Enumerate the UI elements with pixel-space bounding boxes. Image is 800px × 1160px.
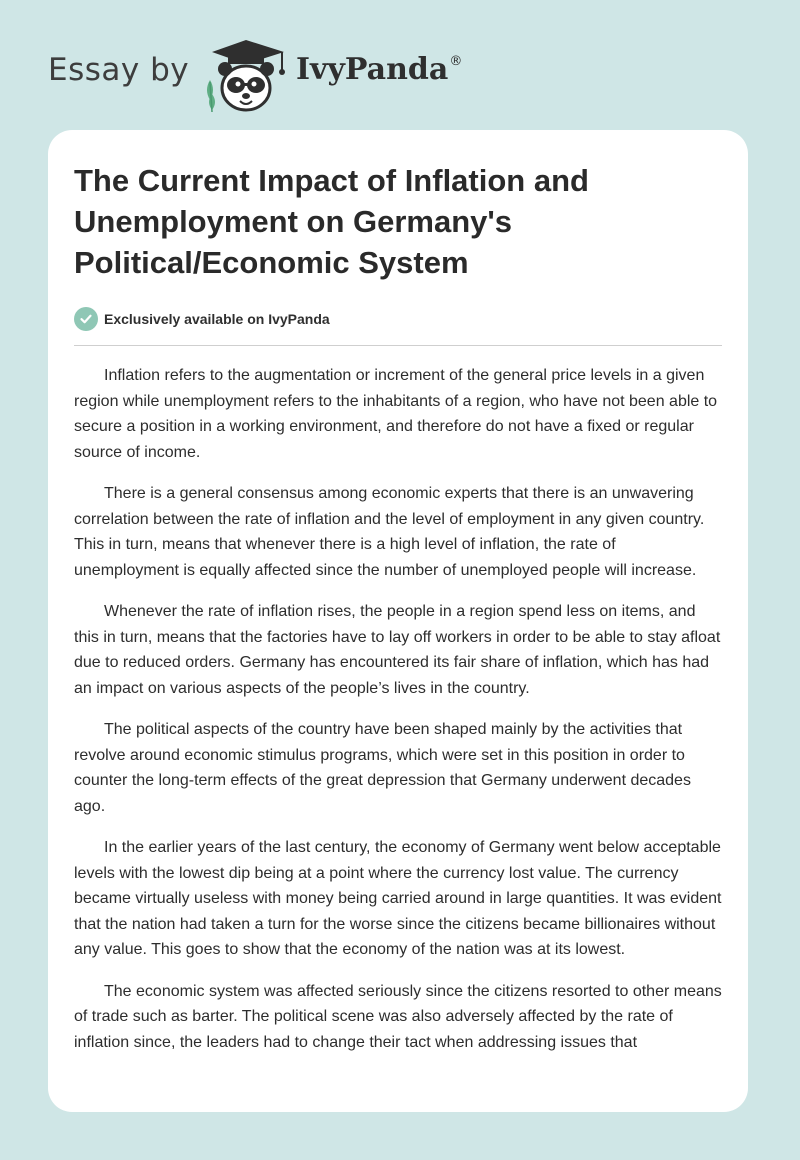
page-title: The Current Impact of Inflation and Unemployment on Germany's Political/Economic System <box>74 163 589 280</box>
paragraph: In the earlier years of the last century, the economy of Germany went below acceptable levels with the lowest dip being at a point where the currency lost value. The currency became virtually useless with money being carried around in large quantities. It was evident that the nation had taken a turn for the worse since the citizens became billionaires without any value. This goes to show that the economy of the nation was at its lowest. <box>74 839 722 958</box>
paragraph: The political aspects of the country have been shaped mainly by the activities that revolve around economic stimulus programs, which were set in this position in order to counter the long-term effects of the great depression that Germany underwent decades ago. <box>74 721 691 815</box>
brand-wordmark: IvyPanda <box>296 52 449 87</box>
check-icon <box>74 307 98 331</box>
essay-card <box>48 130 748 1112</box>
essay-by-label: Essay by <box>48 52 190 88</box>
paragraph: Whenever the rate of inflation rises, the people in a region spend less on items, and this in turn, means that the factories have to lay off workers in order to be able to stay afloat due to reduced orders. Germany has encountered its fair share of inflation, which has had an impact on various aspects of the people’s lives in the country. <box>74 603 721 697</box>
exclusive-badge <box>74 306 330 332</box>
registered-mark: ® <box>449 54 463 69</box>
paragraph: The economic system was affected seriously since the citizens resorted to other means of trade such as barter. The political scene was also adversely affected by the rate of inflation since, the leaders had to change their tact when addressing issues that <box>74 982 722 1051</box>
paragraph: There is a general consensus among economic experts that there is an unwavering correlation between the rate of inflation and the level of employment in any given country. This in turn, means that whenever there is a high level of inflation, the rate of unemployment is equally affected since the number of unemployed people will increase. <box>74 485 705 579</box>
paragraph: Inflation refers to the augmentation or increment of the general price levels in a given region while unemployment refers to the inhabitants of a region, who have not been able to secure a position in a working environment, and therefore do not have a fixed or regular source of income. <box>74 367 718 461</box>
divider <box>74 345 722 346</box>
badge-label: Exclusively available on IvyPanda <box>104 311 330 327</box>
site-header <box>0 30 800 110</box>
brand-name[interactable] <box>296 52 462 87</box>
panda-logo-icon[interactable] <box>198 36 294 114</box>
essay-body <box>74 363 724 1071</box>
